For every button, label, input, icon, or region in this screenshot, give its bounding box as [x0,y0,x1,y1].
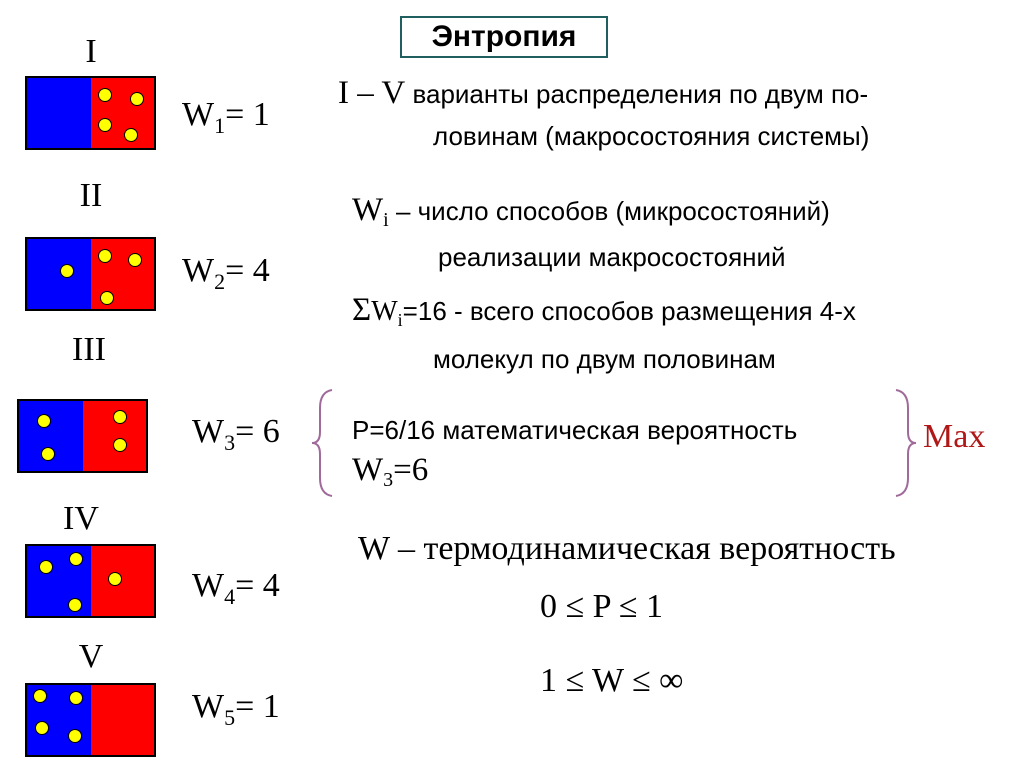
molecule [33,689,47,703]
state-2-box [25,237,156,311]
wi-definition-line-1: $W_i$ – число способов (микросостояний) [352,192,830,231]
left-brace-icon [308,388,336,498]
molecule [108,572,122,586]
macrostates-line-2: ловинам (макросостояния системы) [433,121,870,151]
molecule [130,92,144,106]
right-half [91,78,154,148]
left-half [27,239,91,309]
state-2-w-label: $W_2= 4$ [182,252,270,294]
right-brace-icon [892,388,920,498]
max-label: Max [923,418,986,455]
molecule [98,88,112,102]
molecule [113,410,127,424]
state-3-w-label: $W_3= 6$ [192,413,280,455]
state-4-box [25,544,156,618]
state-1-w-label: $W_1= 1$ [182,96,270,138]
right-half [91,546,154,616]
molecule [68,598,82,612]
state-2-numeral: II [79,177,103,214]
right-half [83,401,146,471]
w-inequality: 1 ≤ W ≤ ∞ [540,662,684,699]
left-half [27,78,91,148]
molecule [69,691,83,705]
left-half [19,401,83,471]
state-4-w-label: $W_4= 4$ [192,567,280,609]
wi-definition-line-2: реализации макросостояний [438,242,786,272]
state-1-numeral: I [85,33,97,70]
molecule [68,729,82,743]
molecule [113,438,127,452]
sum-line-2: молекул по двум половинам [433,344,776,374]
state-5-box [25,683,156,757]
thermodynamic-probability: W – термодинамическая вероятность [358,530,896,567]
sum-line-1: $\Sigma W_i=16$ - всего способов размещения 4-х [352,292,856,330]
left-half [27,685,91,755]
molecule [60,264,74,278]
state-4-numeral: IV [63,500,99,537]
molecule [98,249,112,263]
molecule [98,118,112,132]
molecule [35,721,49,735]
macrostates-line-1: I – V варианты распределения по двум по- [338,75,869,111]
state-3-numeral: III [72,331,106,368]
right-half [91,685,154,755]
molecule [37,414,51,428]
left-half [27,546,91,616]
state-5-w-label: $W_5= 1$ [192,688,280,730]
right-half [91,239,154,309]
probability-line: P=6/16 математическая вероятность [352,415,798,445]
molecule [128,253,142,267]
w3-line: $W_3=6$ [352,452,429,491]
page-title: Энтропия [400,16,608,58]
molecule [41,447,55,461]
molecule [100,291,114,305]
state-5-numeral: V [78,638,104,675]
state-3-box [17,399,148,473]
molecule [124,128,138,142]
state-1-box [25,76,156,150]
molecule [39,560,53,574]
probability-inequality: 0 ≤ P ≤ 1 [540,588,663,625]
molecule [69,552,83,566]
